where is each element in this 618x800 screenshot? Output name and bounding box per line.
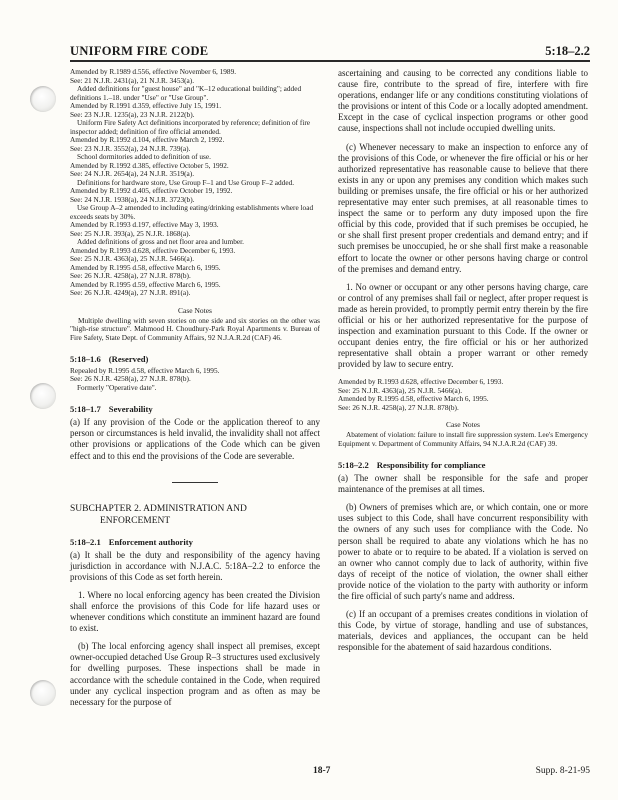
section-2-2-a: (a) The owner shall be responsible for the safe and proper maintenance of the premises at all times. (338, 473, 588, 495)
history-line: Amended by R.1989 d.556, effective November 6, 1989. (70, 67, 237, 76)
history-line: Amended by R.1993 d.628, effective December 6, 1993. (338, 377, 504, 387)
history-line: Amended by R.1993 d.628, effective December 6, 1993. (70, 245, 236, 255)
section-heading-2-2 (338, 460, 588, 471)
history-line: Use Group A–2 amended to including eating/drinking establishments where load exceeds seats by 30%. (70, 203, 314, 221)
section-divider (172, 482, 218, 483)
subchapter-line-2: ENFORCEMENT (100, 515, 171, 526)
section-2-1-c1: 1. No owner or occupant or any other persons having charge, care or control of any premises shall fail or neglect, after proper request is made as herein provided, to promptly permit entry therein by the fire official or his or her authorized representative for the purpose of inspection and examination pursuant to this Code. If the owner or occupant denies entry, the fire official or his or her authorized representative shall obtain a proper warrant or other remedy provided by law to secure entry. (338, 281, 588, 370)
case-notes-heading: Case Notes (178, 305, 212, 315)
binder-hole-middle (30, 383, 56, 409)
history-line: See: 26 N.J.R. 4258(a), 27 N.J.R. 878(b). (70, 374, 191, 384)
history-line: Amended by R.1995 d.58, effective March 6, 1995. (338, 394, 489, 404)
section-title: Enforcement authority (108, 536, 193, 547)
history-line: See: 25 N.J.R. 393(a), 25 N.J.R. 1868(a). (70, 228, 191, 238)
history-line: Amended by R.1992 d.104, effective March 2, 1992. (70, 135, 225, 144)
section-2-1-b: (b) The local enforcing agency shall inspect all premises, except owner-occupied detached Use Group R–3 structures used exclusively for dwelling purposes. These inspections shall be made in accordance with the schedule contained in the Code, when required under any cyclical inspection program and as often as may be necessary for the purpose of (70, 641, 320, 707)
continued-text: ascertaining and causing to be corrected any conditions liable to cause fire, contribute to the spread of fire, interfere with fire operations, endanger life or any conditions constituting violations of the provisions or intent of this Code or a locally adopted amendment. Except in the case of cyclical inspection programs or other good cause, inspections shall not include occupied dwelling units. (338, 68, 588, 134)
history-line: Definitions for hardware store, Use Group F–1 and Use Group F–2 added. (77, 177, 295, 187)
section-title: Responsibility for compliance (376, 460, 486, 471)
right-column (338, 68, 588, 653)
section-2-1-c: (c) Whenever necessary to make an inspection to enforce any of the provisions of this Code, or whenever the fire official or his or her authorized representative has reasonable cause to believe that there exists in any or upon any premises any condition which makes such building or premises unsafe, the fire official or his or her authorized representative may enter such premises, at all reasonable times to inspect the same or to perform any duty imposed upon the fire official by this code, provided that if such premises be occupied, he or she shall first present proper credentials and demand entry; and if such premises be unoccupied, he or she shall first make a reasonable effort to locate the owner or other persons having charge or control of the premises and demand entry. (338, 141, 588, 274)
header-title: UNIFORM FIRE CODE (70, 44, 209, 58)
binder-hole-top (30, 86, 56, 112)
history-line: Amended by R.1992 d.405, effective October 19, 1992. (70, 186, 233, 195)
case-notes-heading: Case Notes (446, 420, 480, 430)
page-footer (70, 766, 590, 780)
history-line: Added definitions for "guest house" and "K–12 educational building"; added definitions 1.–18. under "Use" or "Use Group". (70, 84, 302, 102)
supplement-date: Supp. 8-21-95 (535, 766, 590, 776)
header-section: 5:18–2.2 (545, 44, 590, 58)
header-rule (70, 60, 590, 62)
history-line: See: 23 N.J.R. 3552(a), 24 N.J.R. 739(a). (70, 143, 191, 153)
history-line: See: 26 N.J.R. 4258(a), 27 N.J.R. 878(b). (70, 271, 191, 280)
section-title: (Reserved) (108, 354, 149, 364)
section-1-7-text: (a) If any provision of the Code or the application thereof to any person or circumstances is held invalid, the invalidity shall not affect other provisions or applications of the Code which can be given effect and to this end the provisions of the Code are severable. (70, 417, 320, 461)
section-number: 5:18–2.1 (70, 536, 101, 547)
history-line: See: 24 N.J.R. 2654(a), 24 N.J.R. 3519(a). (70, 169, 195, 178)
section-heading-1-7 (70, 404, 320, 415)
binder-hole-bottom (30, 680, 56, 706)
history-line: Added definitions of gross and net floor area and lumber. (77, 237, 244, 246)
history-line: See: 24 N.J.R. 1938(a), 24 N.J.R. 3723(b). (70, 194, 195, 204)
history-line: Formerly "Operative date". (77, 382, 157, 392)
section-2-2-b: (b) Owners of premises which are, or which contain, one or more uses subject to this Code, shall have concurrent responsibility with the owners of any such uses for compliance with the Code. No person shall be required to abate any violations which he has no power to abate or to require to be abated. If a violation is served on an owner who cannot comply due to lack of authority, within five days of receipt of the notice of violation, the owner shall either provide notice of the violation to the party with authority or inform the fire official of such party's name and address. (338, 502, 588, 601)
case-notes-text: Multiple dwelling with seven stories on one side and six stories on the other was "high-rise structure". Mahmood H. Choudhury-Park Royal Apartments v. Bureau of Fire Safety, State Dept. of Community Affairs, 92 N.J.A.R.2d (CAF) 46. (70, 315, 320, 342)
history-line: See: 25 N.J.R. 4363(a), 25 N.J.R. 5466(a). (338, 385, 463, 395)
subchapter-line-1: SUBCHAPTER 2. ADMINISTRATION AND (70, 503, 247, 514)
history-line: Amended by R.1995 d.58, effective March 6, 1995. (70, 262, 221, 272)
section-1-6-history (70, 367, 320, 392)
section-number: 5:18–1.6 (70, 354, 101, 364)
section-number: 5:18–2.2 (338, 460, 369, 471)
left-column (70, 68, 320, 708)
history-line: Amended by R.1993 d.197, effective May 3, 1993. (70, 220, 219, 229)
section-heading-1-6 (70, 354, 320, 365)
section-2-1-a: (a) It shall be the duty and responsibility of the agency having jurisdiction in accordance with N.J.A.C. 5:18A–2.2 to enforce the provisions of this Code as set forth herein. (70, 549, 320, 582)
history-notes (70, 68, 320, 298)
section-title: Severability (108, 404, 153, 415)
history-line: School dormitories added to definition of use. (77, 152, 211, 161)
history-line: See: 26 N.J.R. 4249(a), 27 N.J.R. 891(a). (70, 288, 191, 297)
page-number: 18-7 (313, 766, 331, 776)
history-line: Amended by R.1995 d.59, effective March 6, 1995. (70, 279, 221, 289)
history-line: See: 26 N.J.R. 4258(a), 27 N.J.R. 878(b). (338, 402, 459, 412)
section-2-1-a1: 1. Where no local enforcing agency has been created the Division shall enforce the provisions of this Code for life hazard uses or whenever conditions which constitute an imminent hazard are found to exist. (70, 589, 320, 634)
history-line: Uniform Fire Safety Act definitions incorporated by reference; definition of fire inspector added; definition of fire official amended. (70, 118, 311, 136)
section-heading-2-1 (70, 537, 320, 548)
history-line: Amended by R.1991 d.359, effective July 15, 1991. (70, 101, 222, 110)
history-line: See: 21 N.J.R. 2431(a), 21 N.J.R. 3453(a). (70, 75, 195, 85)
subchapter-heading (70, 503, 320, 527)
page-header (70, 44, 590, 60)
history-line: See: 25 N.J.R. 4363(a), 25 N.J.R. 5466(a). (70, 254, 195, 263)
section-2-2-c: (c) If an occupant of a premises creates conditions in violation of this Code, by virtue of storage, handling and use of substances, materials, devices and appliances, the occupant can be held responsible for the abatement of said hazardous conditions. (338, 609, 588, 653)
history-line: Repealed by R.1995 d.58, effective March 6, 1995. (70, 366, 220, 375)
history-line: See: 23 N.J.R. 1235(a), 23 N.J.R. 2122(b). (70, 109, 195, 119)
section-number: 5:18–1.7 (70, 404, 101, 415)
history-line: Amended by R.1992 d.385, effective October 5, 1992. (70, 160, 229, 170)
section-2-1-history (338, 378, 588, 412)
case-notes-text: Abatement of violation: failure to install fire suppression system. Lee's Emergency Equipment v. Department of Community Affairs, 94 N.J.A.R.2d (CAF) 39. (338, 430, 588, 448)
